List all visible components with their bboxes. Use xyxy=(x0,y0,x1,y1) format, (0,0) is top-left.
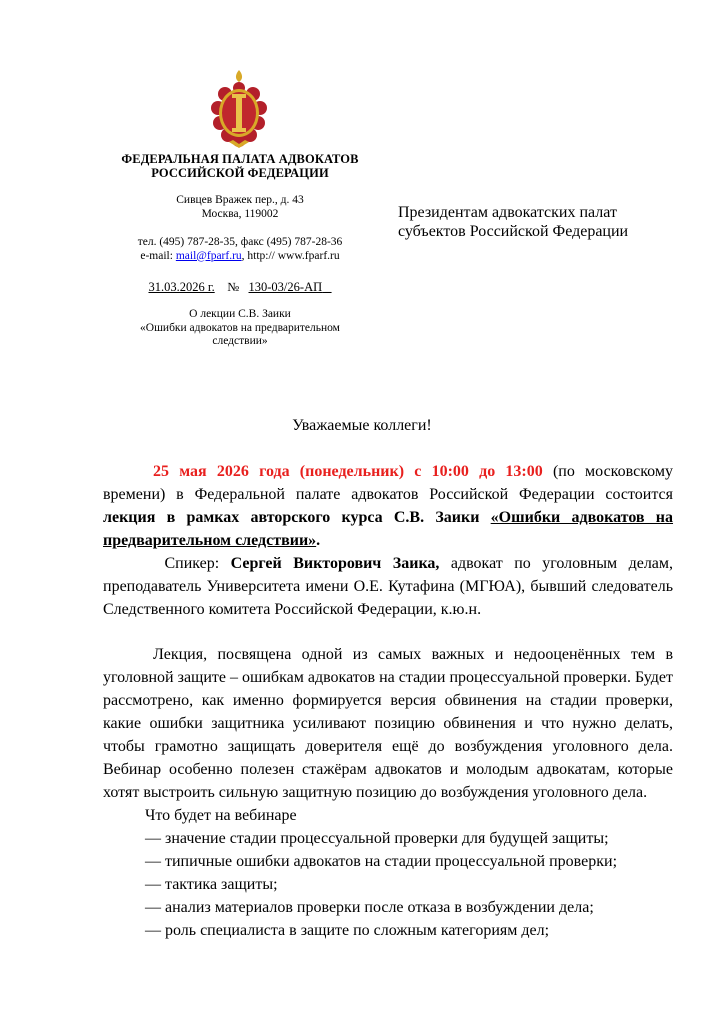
letter-subject xyxy=(80,308,400,349)
email-web-line xyxy=(80,250,400,264)
announcement-text: (по московскому времени) в Федеральной палате адвокатов Российской Федерации состоится xyxy=(103,463,673,503)
list-heading: Что будет на вебинаре xyxy=(145,807,297,824)
registration-line: 31.03.2026 г. № 130-03/26-АП _ xyxy=(148,280,332,294)
org-line-2: РОССИЙСКОЙ ФЕДЕРАЦИИ xyxy=(151,166,329,180)
addressee xyxy=(398,203,698,241)
letter-number: 130-03/26-АП xyxy=(248,280,323,294)
lecture-description: лекция в рамках авторского курса С.В. Заики xyxy=(103,509,491,526)
web-address: , http:// www.fparf.ru xyxy=(241,249,340,262)
email-prefix: e-mail: xyxy=(140,249,176,262)
subject-line-1: О лекции С.В. Заики xyxy=(189,308,291,320)
addressee-line-1: Президентам адвокатских палат xyxy=(398,204,617,221)
organization-address xyxy=(80,194,400,221)
speaker-bio: адвокат по уголовным делам, преподаватель Университета имени О.Е. Кутафина (МГЮА), бывший следователь Следственного комитета Российской Федерации, к.ю.н. xyxy=(103,555,674,618)
greeting: Уважаемые коллеги! xyxy=(292,417,432,434)
speaker-name: Сергей Викторович Заика, xyxy=(230,555,440,572)
email-link[interactable]: mail@fparf.ru xyxy=(175,249,242,262)
number-sign: № xyxy=(227,280,240,294)
phone-fax: тел. (495) 787-28-35, факс (495) 787-28-36 xyxy=(137,236,343,248)
paragraph-announcement xyxy=(103,460,673,552)
fpa-emblem-icon xyxy=(207,68,271,150)
speaker-prefix: Спикер: xyxy=(164,555,231,572)
paragraph-speaker xyxy=(103,552,673,621)
announcement-end: . xyxy=(316,532,321,549)
event-date-time: 25 мая 2026 года (понедельник) с 10:00 до 13:00 xyxy=(153,463,543,480)
addressee-line-2: субъектов Российской Федерации xyxy=(398,223,629,240)
subject-line-3: следствии» xyxy=(212,335,268,347)
list-item: — тактика защиты; xyxy=(145,876,278,893)
list-item: — роль специалиста в защите по сложным категориям дел; xyxy=(145,922,550,939)
list-item: — анализ материалов проверки после отказа в возбуждении дела; xyxy=(145,899,594,916)
topics-list xyxy=(103,827,673,942)
organization-name xyxy=(80,152,400,180)
org-line-1: ФЕДЕРАЛЬНАЯ ПАЛАТА АДВОКАТОВ xyxy=(121,152,359,166)
letter-body xyxy=(103,460,673,942)
paragraph-description: Лекция, посвящена одной из самых важных и недооценённых тем в уголовной защите – ошибкам адвокатов на стадии процессуальной проверки. Будет рассмотрено, как именно формируется версия обвинения на стадии проверки, какие ошибки защитника усиливают позицию обвинения и что нужно делать, чтобы грамотно защищать доверителя ещё до возбуждения уголовного дела. Вебинар особенно полезен стажёрам адвокатов и молодым адвокатам, которые хотят выстроить сильную защитную позицию до возбуждения уголовного дела. xyxy=(103,646,673,801)
list-item: — значение стадии процессуальной проверки для будущей защиты; xyxy=(145,830,609,847)
course-title: «Ошибки адвокатов на предварительном следствии» xyxy=(103,509,674,549)
address-line-1: Сивцев Вражек пер., д. 43 xyxy=(176,194,304,206)
subject-line-2: «Ошибки адвокатов на предварительном xyxy=(140,321,340,334)
address-line-2: Москва, 119002 xyxy=(201,207,279,220)
letter-date: 31.03.2026 г. xyxy=(148,280,215,294)
organization-contacts xyxy=(80,236,400,263)
list-item: — типичные ошибки адвокатов на стадии процессуальной проверки; xyxy=(145,853,618,870)
